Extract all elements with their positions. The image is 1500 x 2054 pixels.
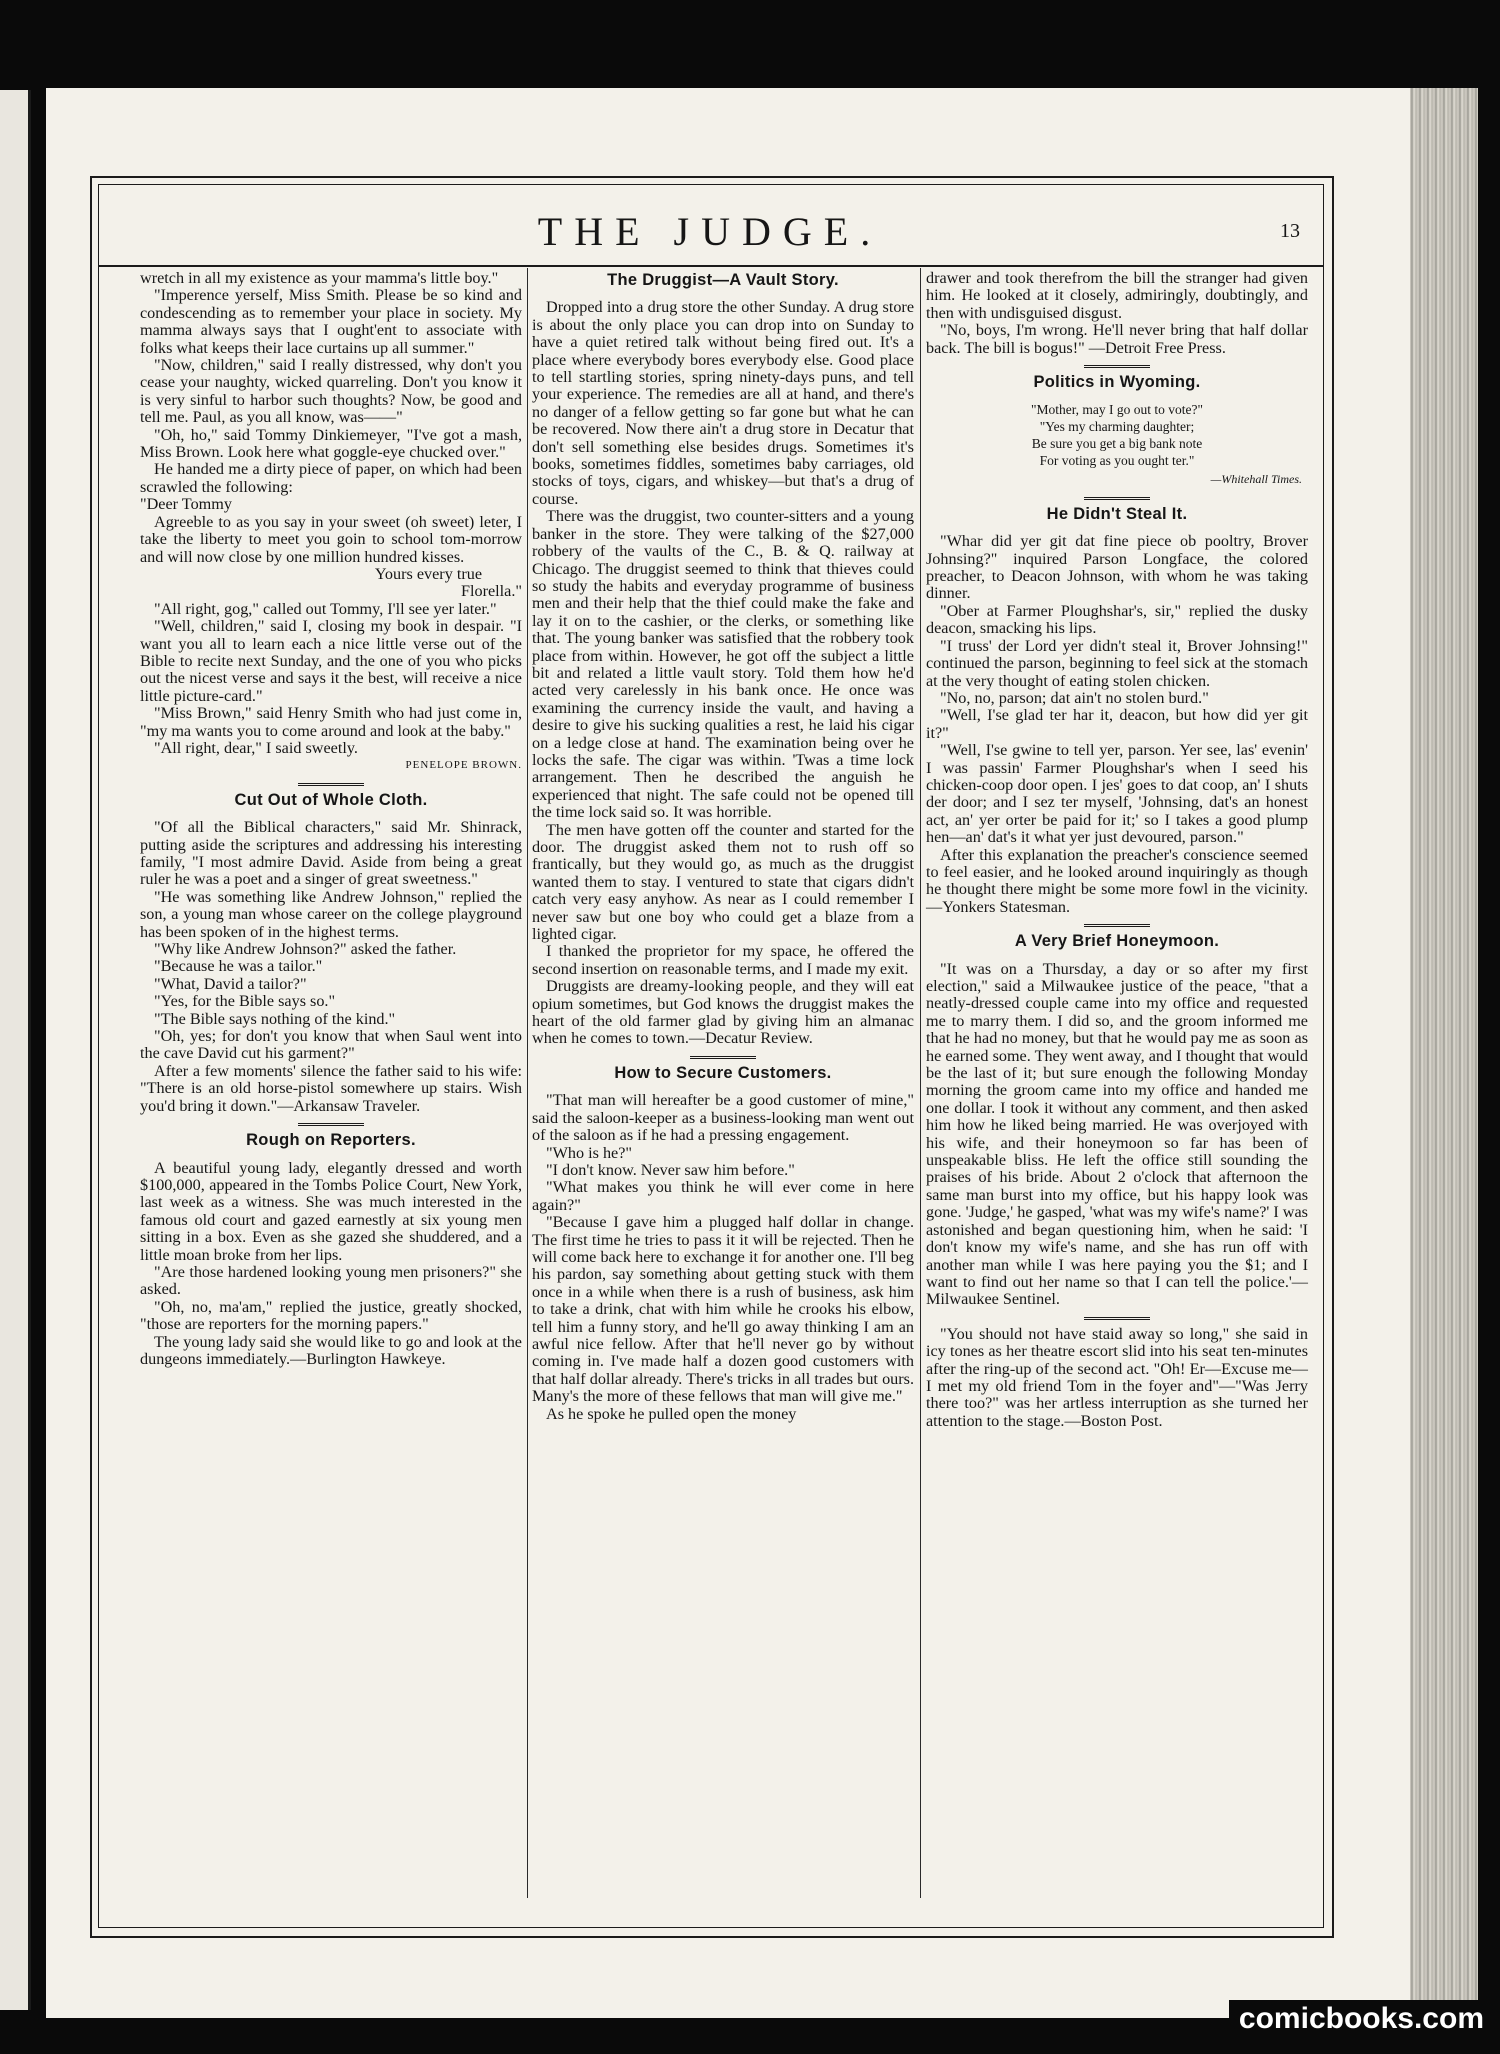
paragraph: "All right, gog," called out Tommy, I'll see yer later." [154, 599, 497, 618]
poem-line: "Yes my charming daughter; [1039, 419, 1195, 435]
adjacent-page-edge [0, 90, 31, 2010]
paragraph: "Oh, ho," said Tommy Dinkiemeyer, "I've got a mash, Miss Brown. Look here what goggle-eye chucked over." [140, 425, 522, 462]
paragraph: As he spoke he pulled open the money [546, 1404, 797, 1423]
paragraph: Dropped into a drug store the other Sunday. A drug store is about the only place you can drop into on Sunday to have a quiet retired talk without being fired out. It's a place where everybody bores everybody else. Good place to tell startling stories, spring ninety-days puns, and tell your experience. The remedies are all at hand, and there's no danger of a fellow getting so far gone but what he can be recovered. Now there ain't a drug store in Decatur that don't sell something else besides drugs. Sometimes it's books, sometimes fiddles, sometimes baby carriages, old stocks of toys, cigars, and whiskey—but that's a drug of course. [532, 298, 914, 508]
column-rule-2 [920, 268, 921, 1898]
paragraph: drawer and took therefrom the bill the stranger had given him. He looked at it closely, admiringly, doubtingly, and then with undisguised disgust. [926, 269, 1308, 322]
column-3 [926, 270, 1308, 1430]
author-signature: PENELOPE BROWN. [405, 759, 522, 772]
column-2 [532, 270, 914, 1423]
poem-line: Be sure you get a big bank note [1031, 436, 1203, 452]
poem [926, 401, 1308, 469]
section-divider [1084, 924, 1150, 927]
paragraph: The men have gotten off the counter and started for the door. The druggist asked them not to rush off so frantically, but they would go, as much as the druggist wanted them to stay. I ventured to state that cigars didn't catch very easy anyhow. As near as I could remember I never saw but one boy who could get a blaze from a lighted cigar. [532, 820, 914, 944]
paragraph: "Ober at Farmer Ploughshar's, sir," replied the dusky deacon, smacking his lips. [926, 601, 1308, 638]
page-number: 13 [1280, 220, 1300, 242]
poem-line: "Mother, may I go out to vote?" [1030, 402, 1204, 418]
paragraph: "You should not have staid away so long," she said in icy tones as her theatre escort slid into his seat ten-minutes after the ring-up of the second act. "Oh! Er—Excuse me—I met my old friend Tom in the foyer and"—"Was Jerry there too?" was her artless interruption as she turned her attention to the stage.—Boston Post. [926, 1324, 1308, 1430]
paragraph: I thanked the proprietor for my space, he offered the second insertion on reasonable terms, and I made my exit. [532, 942, 914, 978]
paragraph: "Of all the Biblical characters," said Mr. Shinrack, putting aside the scriptures and addressing his interesting family, "I most admire David. Aside from being a great ruler he was a poet and a singer of great sweetness." [140, 818, 522, 889]
paragraph: "I don't know. Never saw him before." [546, 1160, 795, 1179]
paragraph: "It was on a Thursday, a day or so after my first election," said a Milwaukee justice of the peace, "that a neatly-dressed couple came into my office and requested me to marry them. I did so, and the groom informed me that he had no money, but that he would pay me as soon as he earned some. They went away, and I thought that would be the last of it; but sure enough the following Monday morning the groom came into my office and handed me one dollar. I took it without any comment, and then asked him how he liked being married. He was overjoyed with his wife, and their honeymoon so far has been of unspeakable bliss. He left the office still sounding the praises of his bride. About 2 o'clock that afternoon the same man burst into my office, but his happy look was gone. 'Judge,' he gasped, 'what was my wife's name?' I was astonished and began questioning him, when he said: 'I don't know my wife's name, and she has run off with another man while I was here paying you the $1; and I want to find out her name so that I can tell the police.'—Milwaukee Sentinel. [926, 959, 1308, 1309]
paragraph: "Yes, for the Bible says so." [154, 992, 336, 1011]
paragraph: He handed me a dirty piece of paper, on which had been scrawled the following: [140, 460, 522, 496]
paragraph: "Well, I'se glad ter har it, deacon, but how did yer git it?" [926, 706, 1308, 742]
article-heading: The Druggist—A Vault Story. [607, 271, 839, 289]
paragraph: "Are those hardened looking young men prisoners?" she asked. [140, 1262, 522, 1299]
article-heading: Cut Out of Whole Cloth. [234, 790, 428, 809]
paragraph: "Deer Tommy [140, 495, 232, 514]
section-divider [298, 1123, 364, 1126]
paragraph: "Because he was a tailor." [154, 957, 323, 976]
masthead-rule [98, 265, 1324, 267]
article-heading: He Didn't Steal It. [1046, 504, 1188, 523]
paragraph: "He was something like Andrew Johnson," replied the son, a young man whose career on the college playground has been spoken of in the highest terms. [140, 887, 522, 941]
section-divider [1084, 1317, 1150, 1320]
paragraph: After this explanation the preacher's conscience seemed to feel easier, and he looked around inquiringly as though he thought there might be some more fowl in the vicinity.—Yonkers Statesman. [926, 845, 1308, 916]
paragraph: "Oh, no, ma'am," replied the justice, greatly shocked, "those are reporters for the morning papers." [140, 1297, 522, 1334]
poem-line: For voting as you ought ter." [1039, 453, 1195, 469]
section-divider [298, 783, 364, 786]
column-1 [140, 270, 522, 1368]
paragraph: "Why like Andrew Johnson?" asked the father. [154, 940, 457, 959]
book-binding-edge [1410, 88, 1478, 2018]
section-divider [690, 1056, 756, 1059]
paragraph: "What makes you think he will ever come in here again?" [532, 1178, 914, 1214]
paragraph: "The Bible says nothing of the kind." [154, 1009, 396, 1028]
paragraph: "Because I gave him a plugged half dollar in change. The first time he tries to pass it it will be rejected. Then he will come back here to exchange it for another one. I'll beg his pardon, say something about getting stuck with them once in a while when there is a rush of business, ask him to take a drink, chat with him while he crooks his elbow, tell him a funny story, and he'll go away thinking I am an awful nice fellow. After that he'll never go by without coming in. I've made half a dozen good customers with that half dollar already. There's tricks in all trades but ours. Many's the more of these fellows that man will give me." [532, 1213, 914, 1406]
section-divider [1084, 365, 1150, 368]
paragraph: Druggists are dreamy-looking people, and they will eat opium sometimes, but God knows the druggist makes the heart of the old farmer glad by giving him an almanac when he comes to town.—Decatur Review. [532, 977, 914, 1048]
paragraph: "Oh, yes; for don't you know that when Saul went into the cave David cut his garment?" [140, 1027, 522, 1063]
article-heading: Rough on Reporters. [246, 1131, 416, 1150]
paragraph: "What, David a tailor?" [154, 974, 307, 993]
paragraph: "Who is he?" [546, 1143, 633, 1162]
paragraph: "Now, children," said I really distressed, why don't you cease your naughty, wicked quarreling. Don't you know it is very sinful to harbor such thoughts? Now, be good and tell me. Paul, as you all know, was——" [140, 356, 522, 427]
paragraph: "Well, children," said I, closing my book in despair. "I want you all to learn each a nice little verse out of the Bible to recite next Sunday, and the one of you who picks out the nicest verse and says it the best, will receive a nice little picture-card." [140, 617, 522, 705]
paragraph: Florella." [460, 582, 522, 601]
paragraph: "All right, dear," I said sweetly. [154, 738, 358, 757]
masthead-title: THE JUDGE. [537, 209, 883, 254]
paragraph: The young lady said she would like to go and look at the dungeons immediately.—Burlington Hawkeye. [140, 1332, 522, 1368]
paragraph: "I truss' der Lord yer didn't steal it, Brover Johnsing!" continued the parson, beginning to feel sick at the stomach at the very thought of eating stolen chicken. [926, 636, 1308, 690]
paragraph: "Imperence yerself, Miss Smith. Please be so kind and condescending as to remember your place in society. My mamma always says that I ought'ent to associate with folks what keeps their lace curtains up all summer." [140, 286, 522, 357]
article-heading: How to Secure Customers. [614, 1063, 832, 1082]
paragraph: "Whar did yer git dat fine piece ob pooltry, Brover Johnsing?" inquired Parson Longface, the colored preacher, to Deacon Johnson, with whom he was taking dinner. [926, 532, 1308, 603]
paragraph: After a few moments' silence the father said to his wife: "There is an old horse-pistol somewhere up stairs. Wish you'd bring it down."—Arkansaw Traveler. [140, 1061, 522, 1115]
section-divider [1084, 497, 1150, 500]
poem-source: —Whitehall Times. [1210, 472, 1302, 487]
watermark-logo: comicbooks.com [1229, 2000, 1494, 2040]
column-rule-1 [527, 268, 528, 1898]
paragraph: Agreeble to as you say in your sweet (oh sweet) leter, I take the liberty to meet you goin to school tom-morrow and will now close by one million hundred kisses. [140, 512, 522, 566]
paragraph: A beautiful young lady, elegantly dressed and worth $100,000, appeared in the Tombs Police Court, New York, last week as a witness. She was much interested in the famous old court and gazed earnestly at six young men sitting in a box. Even as she gazed she shuddered, and a little moan broke from her lips. [140, 1158, 522, 1264]
article-heading: A Very Brief Honeymoon. [1014, 932, 1220, 951]
paragraph: "No, boys, I'm wrong. He'll never bring that half dollar back. The bill is bogus!" —Detroit Free Press. [926, 321, 1308, 357]
paragraph: wretch in all my existence as your mamma's little boy." [140, 269, 499, 287]
article-heading: Politics in Wyoming. [1033, 373, 1201, 392]
paragraph: Yours every true [374, 564, 482, 583]
paragraph: "Well, I'se gwine to tell yer, parson. Yer see, las' evenin' I was passin' Farmer Ploughshar's when I seed his chicken-coop door open. I jes' goes to dat coop, an' I shuts der door; and I sez ter myself, 'Johnsing, dat's an honest act, an' yer orter be paid for it;' so I takes a good plump hen—an' dat's it what yer just devoured, parson." [926, 741, 1308, 847]
paragraph: "No, no, parson; dat ain't no stolen burd." [940, 688, 1209, 707]
paragraph: "Miss Brown," said Henry Smith who had just come in, "my ma wants you to come around and look at the baby." [140, 704, 522, 740]
paragraph: There was the druggist, two counter-sitters and a young banker in the store. They were talking of the $27,000 robbery of the vaults of the C., B. & Q. railway at Chicago. The druggist seemed to think that thieves could so study the habits and everyday programme of business men and their help that the thief could make the fake and lay it on to the cashier, or the clerks, or something like that. The young banker was satisfied that the robbery took place from within. However, he got off the subject a little bit and related a little vault story. Told them how he'd acted very carelessly in his bank once. He once was examining the currency inside the vault, and having a desire to give his sucking qualities a rest, he laid his cigar on a ledge close at hand. The examination being over he locks the safe. The cigar was within. 'Twas a time lock arrangement. Then he described the anguish he experienced that night. The safe could not be opened till the time lock said so. It was horrible. [532, 507, 914, 822]
paragraph: "That man will hereafter be a good customer of mine," said the saloon-keeper as a business-looking man went out of the saloon as if he had a pressing engagement. [532, 1091, 914, 1145]
